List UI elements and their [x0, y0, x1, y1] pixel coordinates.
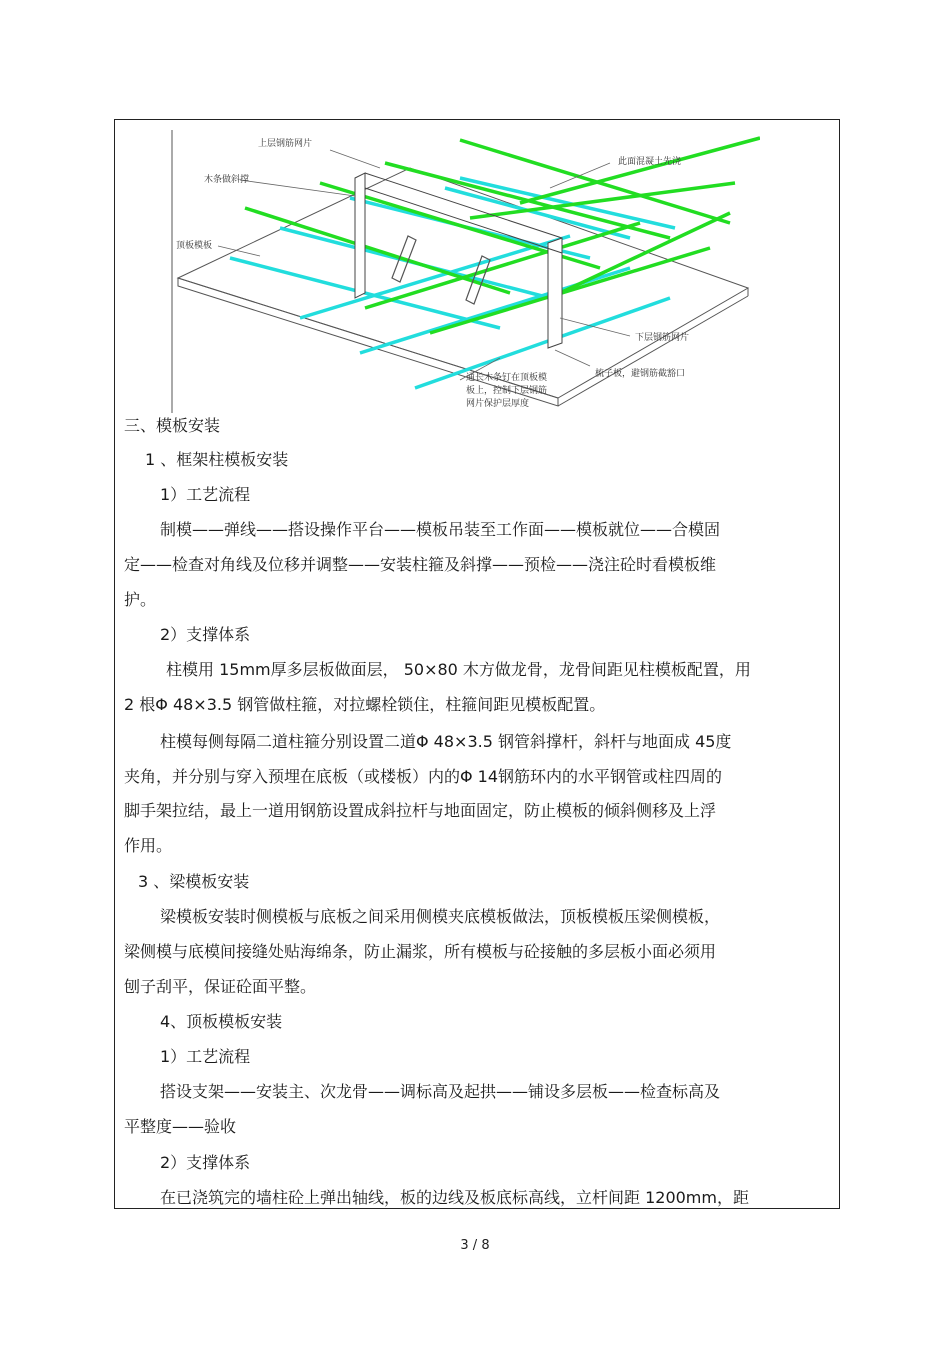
label-comb-board: 梳子板，避钢筋截豁口: [595, 369, 686, 379]
paragraph-line: 制模——弹线——搭设操作平台——模板吊装至工作面——模板就位——合模固: [160, 520, 721, 539]
subheading-beam-formwork: 3 、梁模板安装: [138, 872, 250, 891]
paragraph-line: 定——检查对角线及位移并调整——安装柱箍及斜撑——预检——浇注砼时看模板维: [124, 555, 717, 574]
paragraph-line: 梁模板安装时侧模板与底板之间采用侧模夹底模板做法，顶板模板压梁侧模板，: [160, 907, 721, 926]
support-title: 2）支撑体系: [160, 625, 251, 644]
paragraph-line: 梁侧模与底模间接缝处贴海绵条，防止漏浆，所有模板与砼接触的多层板小面必须用: [124, 942, 717, 961]
subheading-roof-formwork: 4、顶板模板安装: [160, 1012, 283, 1031]
paragraph-line: 柱模每侧每隔二道柱箍分别设置二道Φ 48×3.5 钢管斜撑杆，斜杆与地面成 45度: [160, 732, 732, 751]
support-title: 2）支撑体系: [160, 1153, 251, 1172]
paragraph-line: 脚手架拉结，最上一道用钢筋设置成斜拉杆与地面固定，防止模板的倾斜侧移及上浮: [124, 801, 717, 820]
page-number: 3 / 8: [460, 1238, 490, 1253]
section-heading: 三、模板安装: [124, 416, 221, 435]
flow-title: 1）工艺流程: [160, 1047, 251, 1066]
paragraph-line: 刨子刮平，保证砼面平整。: [124, 977, 317, 996]
label-lower-mesh: 下层钢筋网片: [635, 333, 690, 343]
lower-mesh: [230, 178, 675, 388]
label-upper-mesh: 上层钢筋网片: [258, 139, 313, 149]
paragraph-line: 柱模用 15mm厚多层板做面层， 50×80 木方做龙骨，龙骨间距见柱模板配置，用: [166, 660, 751, 679]
paragraph-line: 在已浇筑完的墙柱砼上弹出轴线，板的边线及板底标高线，立杆间距 1200mm，距: [160, 1188, 749, 1207]
paragraph-line: 平整度——验收: [124, 1117, 237, 1136]
flow-title: 1）工艺流程: [160, 485, 251, 504]
formwork-diagram: [170, 128, 760, 413]
paragraph-line: 2 根Φ 48×3.5 钢管做柱箍，对拉螺栓锁住，柱箍间距见模板配置。: [124, 695, 606, 714]
paragraph-line: 搭设支架——安装主、次龙骨——调标高及起拱——铺设多层板——检查标高及: [160, 1082, 721, 1101]
label-note-3: 网片保护层厚度: [466, 399, 530, 409]
label-wood-brace: 木条做斜撑: [204, 175, 250, 185]
label-roof-form: 顶板模板: [176, 241, 213, 251]
label-pour-first: 此面混凝土先浇: [618, 157, 682, 167]
subheading-column-formwork: 1 、框架柱模板安装: [145, 450, 289, 469]
paragraph-line: 夹角，并分别与穿入预埋在底板（或楼板）内的Φ 14钢筋环内的水平钢管或柱四周的: [124, 767, 723, 786]
label-note-2: 板上，控制下层钢筋: [466, 386, 548, 396]
paragraph-line: 作用。: [124, 836, 173, 855]
paragraph-line: 护。: [124, 590, 157, 609]
label-note-1: 通长木条钉在顶板模: [466, 373, 548, 383]
